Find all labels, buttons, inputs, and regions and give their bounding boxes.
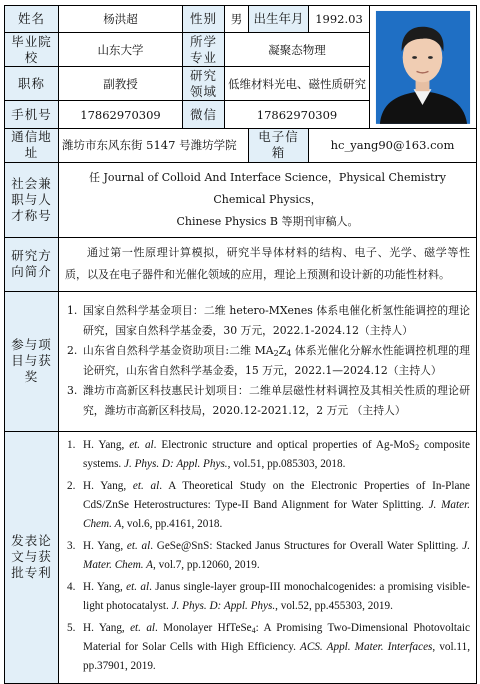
email-label: 电子信箱 bbox=[249, 128, 309, 162]
publication-title-rest: : A Promising Two-Dimensional Photovoltaic Material for Solar Cells with High Efficiency. bbox=[83, 621, 470, 653]
research-text: 通过第一性原理计算模拟，研究半导体材料的结构、电子、光学、磁学等性质，以及在电子器件和光催化领域的应用，理论上预测和设计新的功能性材料。 bbox=[65, 246, 470, 282]
gender-value: 男 bbox=[225, 6, 249, 33]
project-item bbox=[65, 301, 470, 341]
research-field-label: 研究领域 bbox=[183, 66, 225, 101]
address-value: 潍坊市东风东街 5147 号潍坊学院 bbox=[59, 128, 249, 162]
publication-item bbox=[65, 619, 470, 676]
project-text: 潍坊市高新区科技惠民计划项目：二维单层磁性材料调控及其相关性质的理论研究，潍坊市高新区科技局，2020.12-2021.12，2 万元 （主持人） bbox=[83, 384, 470, 418]
project-number: 1. bbox=[67, 304, 78, 318]
publication-details: , vol.52, pp.455303, 2019. bbox=[275, 599, 393, 612]
publication-item bbox=[65, 477, 470, 534]
publication-title: . GeSe@SnS: Stacked Janus Structures for Overall Water Splitting. bbox=[150, 539, 463, 552]
publication-title-rest: composite systems. bbox=[83, 438, 470, 470]
publication-details: , vol.11, pp.37901, 2019. bbox=[83, 640, 470, 672]
publication-details: , vol.6, pp.4161, 2018. bbox=[121, 517, 223, 530]
school-value: 山东大学 bbox=[59, 33, 183, 67]
phone-label: 手机号 bbox=[5, 101, 59, 128]
formula-subscript: 4 bbox=[251, 625, 256, 635]
projects-label: 参与项目与获奖 bbox=[5, 291, 59, 431]
gender-label: 性别 bbox=[183, 6, 225, 33]
publication-journal: J. Mater. Chem. A bbox=[83, 539, 470, 571]
social-label: 社会兼职与人才称号 bbox=[5, 162, 59, 237]
projects-content bbox=[59, 291, 477, 431]
publication-authors: H. Yang, bbox=[83, 539, 127, 552]
publication-details: , vol.51, pp.085303, 2018. bbox=[227, 457, 346, 470]
name-label: 姓名 bbox=[5, 6, 59, 33]
project-item bbox=[65, 381, 470, 421]
email-value: hc_yang90@163.com bbox=[309, 128, 477, 162]
publication-authors: H. Yang, bbox=[83, 438, 130, 451]
publication-title: . A Theoretical Study on the Electronic Properties of In-Plane CdS/ZnSe Heterostructures: Type-II Band Alignment for Water Splitting. bbox=[83, 479, 471, 511]
publication-item bbox=[65, 537, 470, 575]
publications-content bbox=[59, 431, 477, 683]
publication-etal: et. al bbox=[126, 580, 150, 593]
publication-number: 2. bbox=[67, 479, 76, 492]
social-line-2: Chinese Physics B 等期刊审稿人。 bbox=[176, 214, 359, 228]
profile-sheet bbox=[4, 5, 476, 673]
birth-value: 1992.03 bbox=[309, 6, 370, 33]
social-content bbox=[59, 162, 477, 237]
publication-number: 4. bbox=[67, 580, 76, 593]
publication-item bbox=[65, 578, 470, 616]
publication-number: 5. bbox=[67, 621, 76, 634]
portrait-photo bbox=[370, 6, 476, 128]
formula-subscript: 2 bbox=[415, 442, 420, 452]
phone-value: 17862970309 bbox=[59, 101, 183, 128]
publications-list bbox=[65, 436, 470, 676]
project-text: 山东省自然科学基金资助项目:二维 MA bbox=[83, 344, 274, 358]
project-number: 3. bbox=[67, 384, 78, 398]
publication-authors: H. Yang, bbox=[83, 580, 127, 593]
publication-title: . Monolayer HfTeSe bbox=[155, 621, 252, 634]
publication-etal: et. al bbox=[126, 539, 151, 552]
publication-journal: J. Phys. D: Appl. Phys. bbox=[124, 457, 228, 470]
publication-authors: H. Yang, bbox=[83, 621, 131, 634]
publication-etal: et. al bbox=[129, 438, 154, 451]
birth-label: 出生年月 bbox=[249, 6, 309, 33]
major-value: 凝聚态物理 bbox=[225, 33, 370, 67]
publications-label: 发表论文与获批专利 bbox=[5, 431, 59, 683]
title-label: 职称 bbox=[5, 66, 59, 101]
wechat-label: 微信 bbox=[183, 101, 225, 128]
publication-journal: J. Phys. D: Appl. Phys. bbox=[171, 599, 276, 612]
school-label: 毕业院校 bbox=[5, 33, 59, 67]
publication-item bbox=[65, 436, 470, 474]
name-value: 杨洪超 bbox=[59, 6, 183, 33]
publication-journal: J. Mater. Chem. A bbox=[83, 498, 470, 530]
research-content bbox=[59, 237, 477, 291]
formula-subscript: 2 bbox=[273, 349, 279, 359]
project-text-rest: 体系光催化分解水性能调控机理的理论研究，山东省自然科学基金委，15 万元，2022.1—2024.12（主持人） bbox=[83, 344, 470, 378]
publication-title: . Electronic structure and optical properties of Ag-MoS bbox=[153, 438, 416, 451]
research-label: 研究方向简介 bbox=[5, 237, 59, 291]
publication-etal: et. al bbox=[130, 621, 156, 634]
major-label: 所学专业 bbox=[183, 33, 225, 67]
profile-table bbox=[4, 5, 477, 684]
publication-title: . Janus single-layer group-III monochalcogenides: a promising visible-light photocatalyst. bbox=[83, 580, 471, 612]
research-field-value: 低维材料光电、磁性质研究 bbox=[225, 66, 370, 101]
formula-subscript: 4 bbox=[286, 349, 292, 359]
formula-part: Z bbox=[278, 344, 287, 358]
publication-details: , vol.7, pp.12060, 2019. bbox=[153, 558, 260, 571]
publication-number: 1. bbox=[67, 438, 76, 451]
social-line-1: 任 Journal of Colloid And Interface Science，Physical Chemistry Chemical Physics， bbox=[88, 170, 447, 206]
project-number: 2. bbox=[67, 344, 78, 358]
publication-number: 3. bbox=[67, 539, 76, 552]
address-label: 通信地址 bbox=[5, 128, 59, 162]
project-item bbox=[65, 341, 470, 381]
publication-etal: et. al bbox=[132, 479, 160, 492]
title-value: 副教授 bbox=[59, 66, 183, 101]
photo-cell bbox=[370, 6, 477, 129]
project-text: 国家自然科学基金项目：二维 hetero-MXenes 体系电催化析氢性能调控的理论研究，国家自然科学基金委，30 万元，2022.1-2024.12（主持人） bbox=[83, 304, 470, 338]
wechat-value: 17862970309 bbox=[225, 101, 370, 128]
publication-journal: ACS. Appl. Mater. Interfaces bbox=[300, 640, 433, 653]
projects-list bbox=[65, 301, 470, 421]
publication-authors: H. Yang, bbox=[83, 479, 133, 492]
